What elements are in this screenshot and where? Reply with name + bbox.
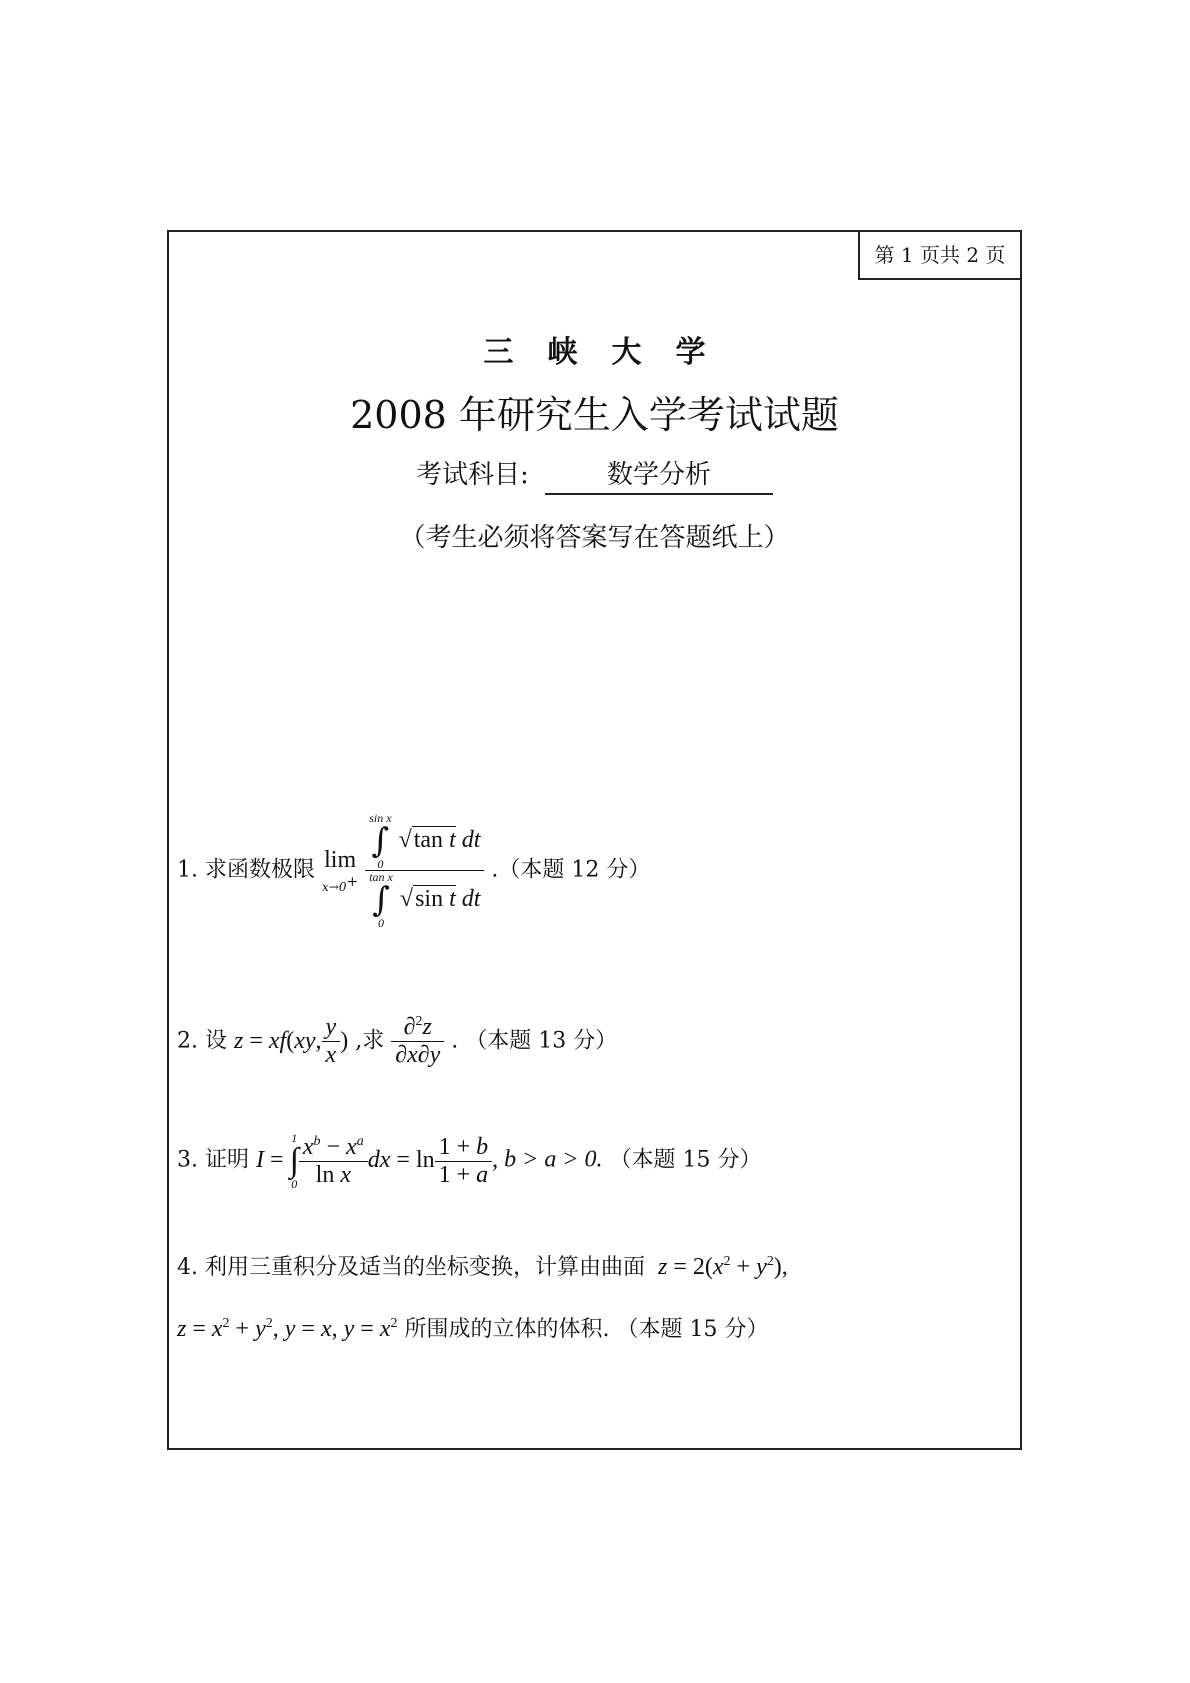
limit-fraction: sin x ∫ 0 √tan t dt tan x ∫ 0 √sin t dt bbox=[365, 812, 484, 929]
question-points: . （本题 13 分） bbox=[451, 1028, 618, 1054]
surface-equation: $z = 2(x^2 + y^2)$, bbox=[658, 1254, 788, 1280]
exam-frame bbox=[167, 230, 1022, 1450]
university-name: 三峡大学 bbox=[483, 335, 740, 370]
question-points: .（本题 12 分） bbox=[491, 857, 651, 883]
question-3 bbox=[177, 1132, 762, 1190]
question-condition: b > a > 0. bbox=[504, 1146, 603, 1173]
lim-operator: lim x→0+ bbox=[322, 847, 359, 894]
function-definition: z = xf(xy, $\frac{y}{x}$ ) bbox=[234, 1014, 349, 1069]
question-1 bbox=[177, 812, 650, 929]
question-number: 3. bbox=[177, 1147, 198, 1173]
question-number: 2. bbox=[177, 1028, 198, 1054]
integral-identity: I = 1 ∫ 0 $\frac{x^b - x^a}{\text{ln x}}$ dx = ln $\frac{1 + b}{1 + a}$ , bbox=[256, 1131, 505, 1191]
question-2 bbox=[177, 1014, 617, 1069]
question-text: 利用三重积分及适当的坐标变换，计算由曲面 bbox=[205, 1255, 646, 1280]
subject-value: 数学分析 bbox=[545, 454, 773, 495]
exam-title: 2008 年研究生入学考试试题 bbox=[350, 393, 839, 437]
question-4 bbox=[177, 1250, 788, 1281]
subject-label: 考试科目: bbox=[415, 460, 529, 490]
question-text: 设 bbox=[205, 1028, 228, 1054]
question-points: （本题 15 分） bbox=[616, 1317, 769, 1342]
question-points: （本题 15 分） bbox=[609, 1147, 762, 1173]
bounding-surfaces: $z = x^2 + y^2$, y = x, $y = x^2$ bbox=[177, 1316, 398, 1342]
question-text-2: 所围成的立体的体积. bbox=[404, 1317, 610, 1342]
subject-line bbox=[169, 454, 1020, 495]
partial-derivative: $\frac{\partial^2z}{\partial x\partial y}$ bbox=[391, 1014, 444, 1069]
question-4-continued bbox=[177, 1312, 768, 1343]
limit-expression bbox=[322, 812, 484, 929]
question-number: 1. bbox=[177, 857, 198, 883]
question-number: 4. bbox=[177, 1255, 198, 1280]
question-mid: ,求 bbox=[355, 1028, 385, 1054]
question-text: 求函数极限 bbox=[205, 857, 316, 883]
page-indicator: 第 1 页共 2 页 bbox=[858, 230, 1022, 280]
exam-notice: （考生必须将答案写在答题纸上） bbox=[399, 523, 790, 553]
question-text: 证明 bbox=[205, 1147, 250, 1173]
